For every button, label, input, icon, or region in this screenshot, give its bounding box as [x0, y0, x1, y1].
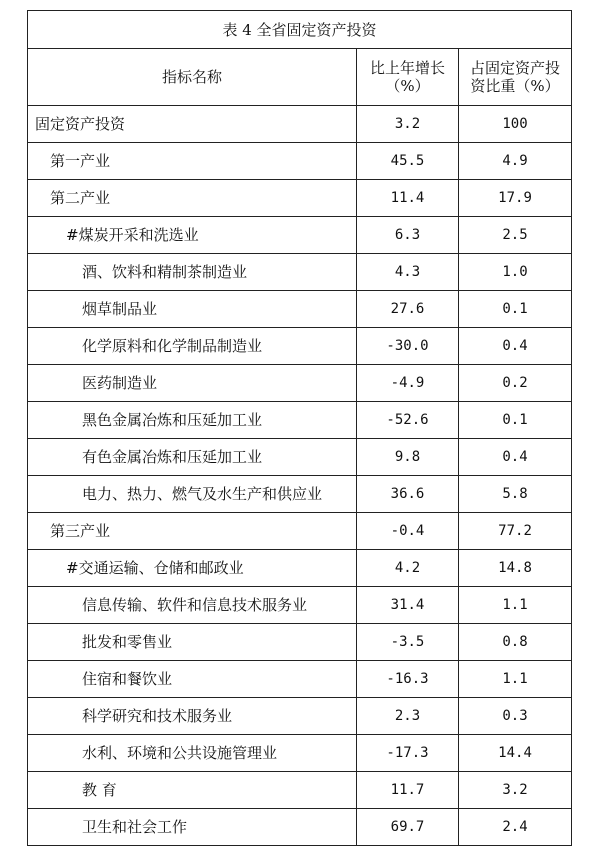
row-indicator-name: 第一产业	[28, 143, 357, 180]
table-row	[28, 550, 572, 587]
row-share-value: 1.1	[459, 587, 572, 624]
table-row	[28, 254, 572, 291]
row-growth-value: 4.3	[357, 254, 459, 291]
row-indicator-name: 科学研究和技术服务业	[28, 698, 357, 735]
row-indicator-name: 第三产业	[28, 513, 357, 550]
row-growth-value: 2.3	[357, 698, 459, 735]
fixed-asset-investment-table-container	[27, 10, 571, 846]
row-share-value: 2.4	[459, 809, 572, 846]
row-share-value: 100	[459, 106, 572, 143]
table-body	[28, 11, 572, 846]
table-row	[28, 587, 572, 624]
header-share-line1: 占固定资产投	[470, 59, 561, 77]
table-row	[28, 513, 572, 550]
table-row	[28, 439, 572, 476]
row-indicator-name: 卫生和社会工作	[28, 809, 357, 846]
header-growth-line1: 比上年增长	[369, 59, 445, 77]
table-row	[28, 402, 572, 439]
row-growth-value: 45.5	[357, 143, 459, 180]
row-share-value: 4.9	[459, 143, 572, 180]
row-share-value: 1.1	[459, 661, 572, 698]
row-indicator-name: 水利、环境和公共设施管理业	[28, 735, 357, 772]
header-growth-line2: （%）	[385, 77, 430, 95]
row-growth-value: -0.4	[357, 513, 459, 550]
table-title-row	[28, 11, 572, 49]
row-growth-value: 6.3	[357, 217, 459, 254]
row-growth-value: 11.7	[357, 772, 459, 809]
row-share-value: 0.8	[459, 624, 572, 661]
row-indicator-name: 化学原料和化学制品制造业	[28, 328, 357, 365]
row-growth-value: 11.4	[357, 180, 459, 217]
header-share-line2: 资比重（%）	[470, 77, 560, 95]
table-row	[28, 328, 572, 365]
row-share-value: 0.4	[459, 439, 572, 476]
table-row	[28, 291, 572, 328]
row-indicator-name: 烟草制品业	[28, 291, 357, 328]
row-indicator-name: 教 育	[28, 772, 357, 809]
row-indicator-name: 医药制造业	[28, 365, 357, 402]
table-row	[28, 661, 572, 698]
row-growth-value: 31.4	[357, 587, 459, 624]
row-share-value: 17.9	[459, 180, 572, 217]
row-share-value: 3.2	[459, 772, 572, 809]
row-growth-value: 4.2	[357, 550, 459, 587]
row-share-value: 0.1	[459, 291, 572, 328]
row-share-value: 0.2	[459, 365, 572, 402]
row-growth-value: -3.5	[357, 624, 459, 661]
table-title: 表 4 全省固定资产投资	[28, 11, 572, 49]
table-row	[28, 365, 572, 402]
row-growth-value: -4.9	[357, 365, 459, 402]
row-share-value: 2.5	[459, 217, 572, 254]
row-indicator-name: 住宿和餐饮业	[28, 661, 357, 698]
row-growth-value: -30.0	[357, 328, 459, 365]
table-row	[28, 476, 572, 513]
row-share-value: 0.3	[459, 698, 572, 735]
table-row	[28, 624, 572, 661]
row-indicator-name: 信息传输、软件和信息技术服务业	[28, 587, 357, 624]
table-row	[28, 735, 572, 772]
row-growth-value: 3.2	[357, 106, 459, 143]
row-indicator-name: 第二产业	[28, 180, 357, 217]
row-growth-value: 27.6	[357, 291, 459, 328]
row-share-value: 14.4	[459, 735, 572, 772]
row-share-value: 5.8	[459, 476, 572, 513]
table-row	[28, 217, 572, 254]
table-row	[28, 143, 572, 180]
table-row	[28, 698, 572, 735]
row-growth-value: 36.6	[357, 476, 459, 513]
row-growth-value: -17.3	[357, 735, 459, 772]
row-indicator-name: 有色金属冶炼和压延加工业	[28, 439, 357, 476]
row-share-value: 14.8	[459, 550, 572, 587]
header-indicator-name: 指标名称	[28, 49, 357, 106]
row-indicator-name: #煤炭开采和洗选业	[28, 217, 357, 254]
row-share-value: 77.2	[459, 513, 572, 550]
row-indicator-name: 黑色金属冶炼和压延加工业	[28, 402, 357, 439]
row-share-value: 1.0	[459, 254, 572, 291]
table-row	[28, 772, 572, 809]
row-indicator-name: 批发和零售业	[28, 624, 357, 661]
row-growth-value: 69.7	[357, 809, 459, 846]
row-growth-value: -16.3	[357, 661, 459, 698]
row-indicator-name: #交通运输、仓储和邮政业	[28, 550, 357, 587]
row-growth-value: 9.8	[357, 439, 459, 476]
header-growth	[357, 49, 459, 106]
header-share	[459, 49, 572, 106]
row-share-value: 0.4	[459, 328, 572, 365]
row-share-value: 0.1	[459, 402, 572, 439]
table-row	[28, 106, 572, 143]
fixed-asset-investment-table	[27, 10, 572, 846]
row-indicator-name: 电力、热力、燃气及水生产和供应业	[28, 476, 357, 513]
row-growth-value: -52.6	[357, 402, 459, 439]
row-indicator-name: 固定资产投资	[28, 106, 357, 143]
table-row	[28, 809, 572, 846]
row-indicator-name: 酒、饮料和精制茶制造业	[28, 254, 357, 291]
table-header-row	[28, 49, 572, 106]
table-row	[28, 180, 572, 217]
